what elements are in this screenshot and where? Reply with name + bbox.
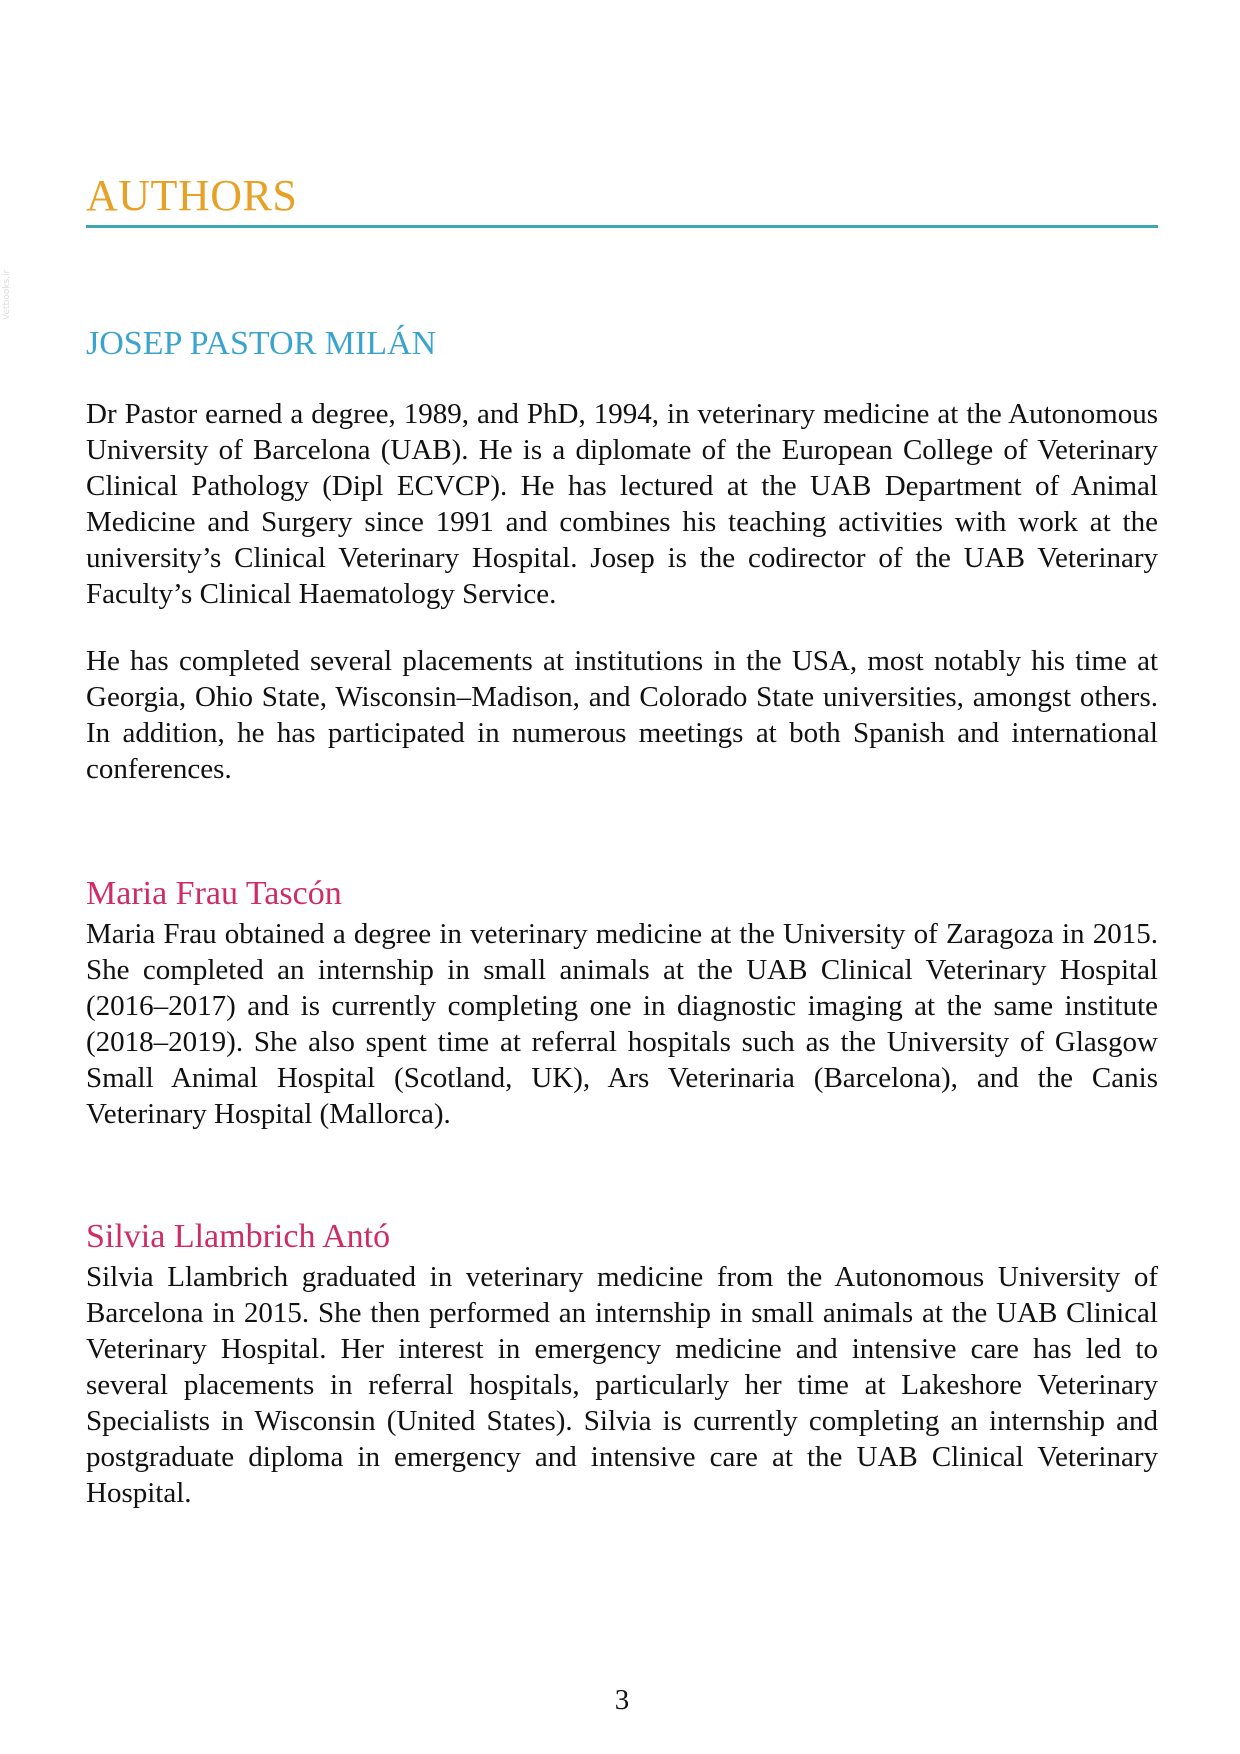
author-name: JOSEP PASTOR MILÁN <box>86 325 437 362</box>
watermark: Vetbooks.ir <box>2 269 12 320</box>
author-bio-paragraph: He has completed several placements at institutions in the USA, most notably his time at Georgia, Ohio State, Wisconsin–Madison, and Colorado State universities, amongst others. In addition, he has participated in numerous meetings at both Spanish and international conferences. <box>86 645 1158 785</box>
author-entry <box>86 1215 1158 1511</box>
section-title: AUTHORS <box>86 171 298 220</box>
page-number: 3 <box>614 1684 630 1716</box>
author-bio-paragraph: Silvia Llambrich graduated in veterinary medicine from the Autonomous University of Barcelona in 2015. She then performed an internship in small animals at the UAB Clinical Veterinary Hospital. Her interest in emergency medicine and intensive care has led to several placements in referral hospitals, particularly her time at Lakeshore Veterinary Specialists in Wisconsin (United States). Silvia is currently completing an internship and postgraduate diploma in emergency and intensive care at the UAB Clinical Veterinary Hospital. <box>86 1261 1158 1509</box>
author-entry <box>86 322 1158 787</box>
author-entry <box>86 872 1158 1132</box>
page <box>86 0 1158 1754</box>
author-name: Maria Frau Tascón <box>86 875 342 912</box>
author-name: Silvia Llambrich Antó <box>86 1218 391 1255</box>
title-divider <box>86 225 1158 228</box>
author-bio-paragraph: Maria Frau obtained a degree in veterinary medicine at the University of Zaragoza in 2015. She completed an internship in small animals at the UAB Clinical Veterinary Hospital (2016–2017) and is currently completing one in diagnostic imaging at the same institute (2018–2019). She also spent time at referral hospitals such as the University of Glasgow Small Animal Hospital (Scotland, UK), Ars Veterinaria (Barcelona), and the Canis Veterinary Hospital (Mallorca). <box>86 918 1158 1130</box>
author-bio-paragraph: Dr Pastor earned a degree, 1989, and PhD, 1994, in veterinary medicine at the Autonomous University of Barcelona (UAB). He is a diplomate of the European College of Veterinary Clinical Pathology (Dipl ECVCP). He has lectured at the UAB Department of Animal Medicine and Surgery since 1991 and combines his teaching activities with work at the university’s Clinical Veterinary Hospital. Josep is the codirector of the UAB Veterinary Faculty’s Clinical Haematology Service. <box>86 398 1158 610</box>
